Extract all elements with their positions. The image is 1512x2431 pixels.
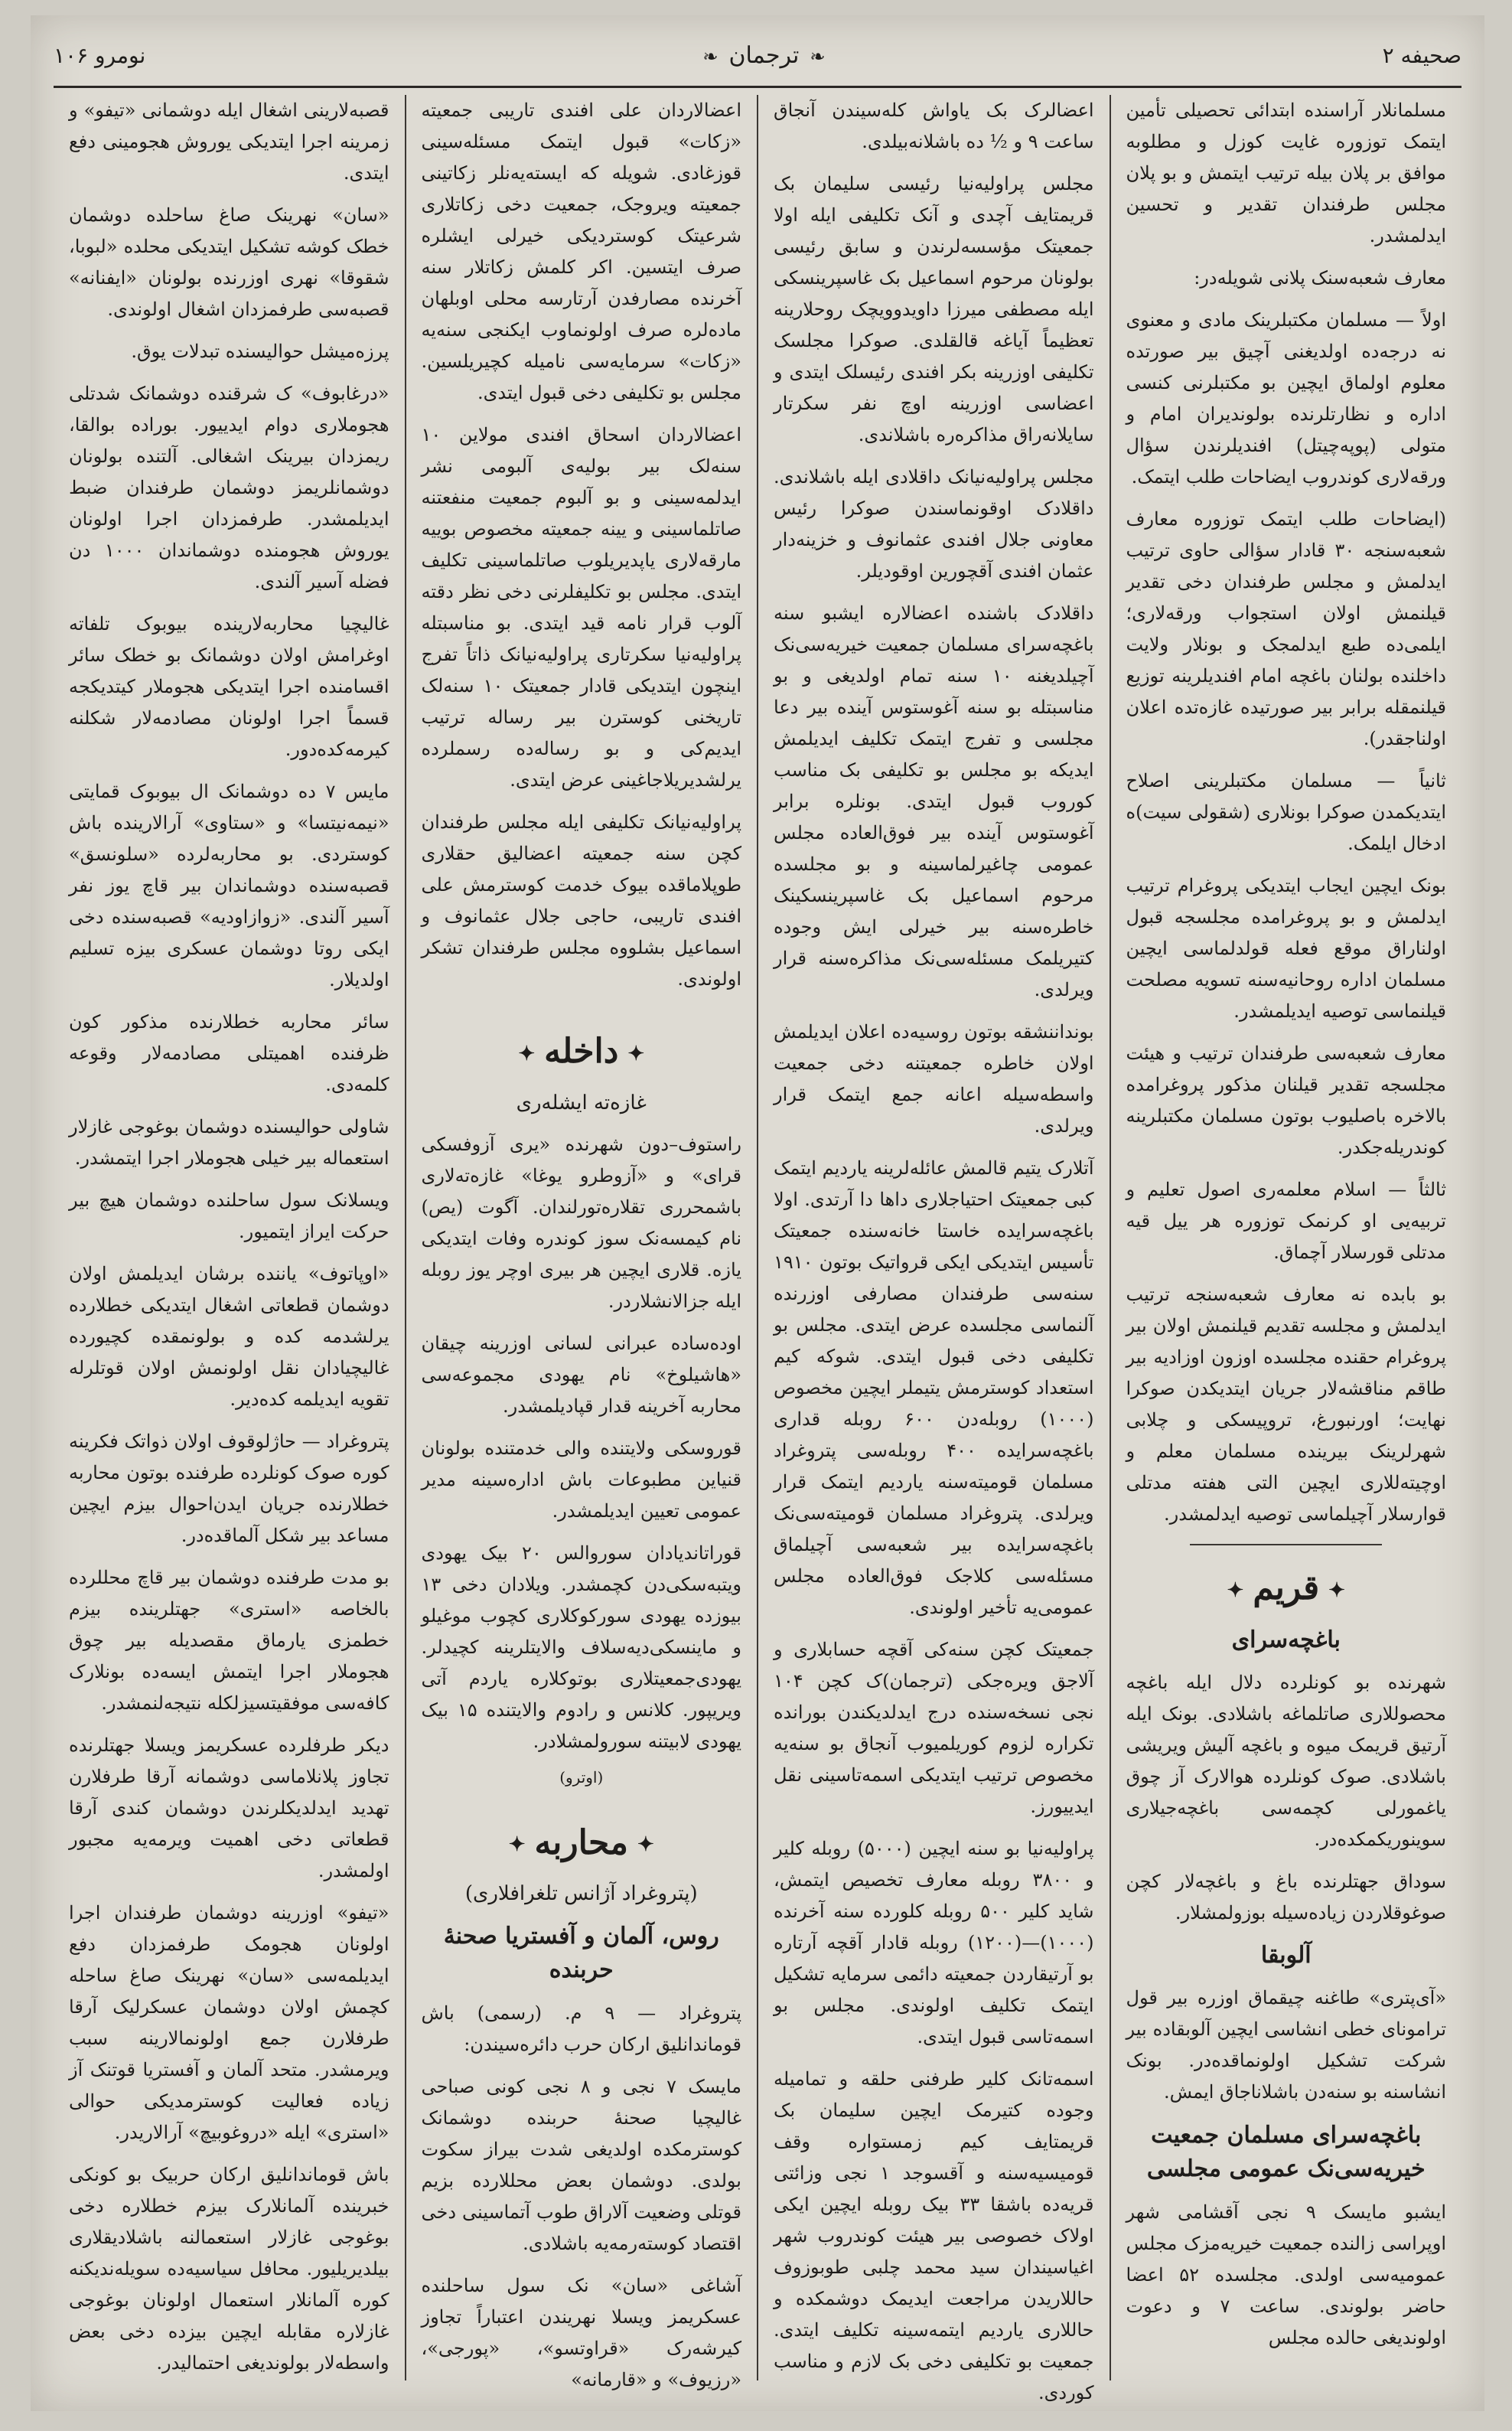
article-paragraph: شاولی حوالیسنده دوشمان بوغوجی غازلار استعماله بیر خیلی هجوملار اجرا ایتمشدر. xyxy=(69,1116,389,1169)
article-paragraph: سائر محاربه خطلارنده مذکور کون ظرفنده اهمیتلی مصادمه‌لار وقوعه کلمه‌دی. xyxy=(69,1011,389,1095)
column-4 xyxy=(54,95,405,2380)
article-paragraph: مجلس پراولیه‌نیا رئیسی سلیمان بک قریمتایف آچدی و آنک تکلیفی ایله اولا جمعیتک مؤسسه‌لرندن و سابق رئیسی بولونان مرحوم اسماعیل بک غاسپرینسکی ایله مصطفی میرزا داویدوویچک روحلارینه تعظیماً آیاغه قالقلدی. صوکرا مجلسک تکلیفی اوزرینه بکر افندی رئیسلک ایتدی و اعضاسی اوزرینه اوچ نفر سکرتار سایلانه‌راق مذاکره‌ره باشلاندی. xyxy=(774,173,1094,445)
section-title-crimea: ✦ قریم ✦ xyxy=(1126,1559,1447,1614)
article-paragraph: قوروسکی ولایتنده والی خدمتنده بولونان قنیاین مطبوعات باش اداره‌سینه مدیر عمومی تعیین ایدیلمشدر. xyxy=(421,1437,741,1522)
article-paragraph: مجلس پراولیه‌نیانک داقلادی ایله باشلاندی. داقلادک اوقونماسندن صوکرا رئیس معاونی جلال افندی عثمانوف و خزینه‌دار عثمان افندی آقچورین اوقودیلر. xyxy=(774,466,1094,582)
article-paragraph: مایسک ۷ نجی و ۸ نجی کونی صباحی غالیچیا صحنهٔ حربنده دوشمانک کوسترمکده اولدیغی شدت بیراز سکوت بولدی. دوشمان بعض محللارده بزیم قوتلی وضعیت آلاراق طوب آتماسینی دخی اقتصاد کوسته‌رمه‌یه باشلادی. xyxy=(421,2076,742,2254)
article-paragraph: ایشبو مایسک ۹ نجی آقشامی شهر اوپراسی زالنده جمعیت خیریه‌مزک مجلس عمومیه‌سی اولدی. مجلسده ۵۲ اعضا حاضر بولوندی. ساعت ۷ و دعوت اولوندیغی حالده مجلس xyxy=(1126,2201,1446,2348)
issue-number-label: نومرو ۱۰۶ xyxy=(54,42,146,68)
article-paragraph: مایس ۷ ده دوشمانک ال بیوبوک قمایتی «نیمه‌نیتسا» و «ستاوی» آرالارینده باش کوستردی. بو محاربه‌لرده «سلونسق» قصبه‌سنده دوشماندان بیر قاچ یوز نفر آسیر آلندی. «زوازاودیه» قصبه‌سنده دخی ایکی روتا دوشمان عسکری بیزه تسلیم اولدیلار. xyxy=(69,781,389,990)
article-paragraph: پرزه‌میشل حوالیسنده تبدلات یوق. xyxy=(131,341,389,362)
article-paragraph: معارف شعبه‌سنک پلانی شویله‌در: xyxy=(1194,267,1446,289)
article-paragraph: مسلمانلار آراسنده ابتدائی تحصیلی تأمین ایتمک توزوره غایت کوزل و مطلوبه موافق بر پلان بیله ترتیب ایتمش و بو پلان مجلس طرفندان تقدیر و تحسین ایدلمشدر. xyxy=(1126,100,1446,246)
town-heading: باغچه‌سرای xyxy=(1231,1626,1341,1653)
article-paragraph: دیکر طرفلرده عسکریمز ویسلا جهتلرنده تجاوز پلانلاماسی دوشمانه آرقا طرفلارن تهدید ایدلدیکلرندن دوشمان کندی آرقا قطعاتی دخی اهمیت ویرمه‌یه مجبور اولمشدر. xyxy=(69,1734,389,1881)
page-number-label: صحیفه ۲ xyxy=(1382,42,1461,68)
article-paragraph: اعضالاردان علی افندی تاریبی جمعیته «زکات» قبول ایتمک مسئله‌سینی قوزغادی. شویله که ایسته‌یه‌نلر زکاتینی جمعیته ویروجک، جمعیت دخی زکاتلاری شرعیتک کوستردیکی خیرلی ایشلره صرف ایتسین. اکر کلمش زکاتلار سنه آخرنده مصارفدن آرتارسه محلی اوبلهان ماده‌لره صرف اولونماوب ایکنجی سنه‌یه «زکات» سرمایه‌سی نامیله کچیریلسین. مجلس بو تکلیفی دخی قبول ایتدی. xyxy=(421,100,741,403)
column-2 xyxy=(757,95,1110,2403)
column-3 xyxy=(405,95,758,2390)
article-paragraph: پتروغراد — حاژلوقوف اولان ذواتک فکرینه کوره صوک کونلرده طرفنده بوتون محاربه خطلارنده جریان ایدن‌احوال بیزم ایچین مساعد بیر شکل آلماقده‌در. xyxy=(69,1431,389,1546)
article-paragraph: «درغابوف» ک شرقنده دوشمانک شدتلی هجوملاری دوام ایدییور. بوراده بوالقا، ریمزدان بیرینک اشغالی. آلتنده بولونان دوشمانلریمز دوشمان طرفندان ضبط ایدیلمشدر. طرفمزدان اجرا اولونان یوروش هجومنده دوشماندان ۱۰۰۰ دن فضله آسیر آلندی. xyxy=(69,383,389,592)
masthead-title: ❧ ترجمان ❧ xyxy=(692,42,836,69)
article-paragraph: راستوف–دون شهرنده «یری آزوفسکی قرای» و «آزوطرو یوغا» غازه‌ته‌لاری باشمحرری تقلاره‌تورلندان. آگوت (یص) نام کیمسه‌نک سوز کوندره وفات ایتدیکی یازه. قلاری ایچین هر بیری اوچر یوز روبله ایله جزا‌لانشلاردر. xyxy=(421,1133,741,1312)
page-header xyxy=(54,32,1461,78)
article-paragraph: جمعیتک کچن سنه‌کی آقچه حسابلاری و آلاجق ویره‌جکی (ترجمان)ک کچن ۱۰۴ نجی نسخه‌سنده درج ایدلدیکندن بورانده تکراره لزوم کوریلمیوب آنجاق بو سنه‌یه مخصوص ترتیب ایتدیکی اسمه‌تاسینی نقل ایدییورز. xyxy=(774,1639,1094,1817)
article-paragraph: باش قوماندانلیق ارکان حربیک بو کونکی خبرینده آلمانلارک بیزم خطلاره دخی بوغوجی غازلار استعمالنه باشلادیقلاری بیلدیریلیور. محافل سیاسیه‌ده سویله‌ندیکنه کوره آلمانلار استعمال اولونان بوغوجی غازلاره مقابله ایچین بیزده دخی بعض واسطه‌لار بولوندیغی احتمالیدر. xyxy=(69,2164,389,2374)
section-divider xyxy=(1190,1544,1382,1545)
newspaper-page xyxy=(31,15,1484,2411)
section-subtitle: (پتروغراد آژانس تلغرافلاری) xyxy=(464,1882,698,1905)
article-heading: روس، آلمان و آفستریا صحنهٔ حربنده xyxy=(443,1923,719,1983)
article-paragraph: «تیفو» اوزرینه دوشمان طرفندان اجرا اولونان هجومک طرفمزدان دفع ایدیلمه‌سی «سان» نهرینک صاغ ساحله کچمش اولان دوشمان عسکرلیک آرقا طرفلارن جمع اولونمالارینه سبب ویرمشدر. متحد آلمان و آفستریا قوتنک آز زیاده فعالیت کوسترمدیکی حوالی «استری» ایله «دروغوبیچ» آرالاریدر. xyxy=(69,1902,389,2143)
article-paragraph: (ایضاحات طلب ایتمک توزوره معارف شعبه‌سنجه ۳۰ قادار سؤالی حاوی ترتیب ایدلمش و مجلس طرفندان دخی تقدیر قیلنمش اولان استجواب ورقه‌لاری؛ ایلمی‌ده طبع ایدلمجک و بونلار ولایت داخلنده بولنان باغچه امام افندیلرینه توزیع قیلنمقله برابر بیر صورتیده غازه‌تده اعلان اولناجقدر). xyxy=(1126,508,1446,749)
article-paragraph: بو بابده نه معارف شعبه‌سنجه ترتیب ایدلمش و مجلسه تقدیم قیلنمش اولان بیر پروغرام حقنده مجلسده اوزون اوزادیه بیر طاقم مناقشه‌لار جریان ایتدیکدن صوکرا نهایت؛ اورنبورغ، تروپیسکی و چلابی شهرلرینک بیرینده مسلمان معلم و اوچیته‌للاری ایچین التی هفته مدتلی قوارسلار آچیلماسی توصیه ایدلمشدر. xyxy=(1126,1284,1446,1525)
article-paragraph: قصبه‌لارینی اشغال ایله دوشمانی «تیفو» و زمرینه اجرا ایتدیکی یوروش هجومینی دفع ایتدی. xyxy=(69,100,389,184)
article-paragraph: اسمه‌تانک کلیر طرفنی حلقه و تمامیله وجوده کتیرمک ایچین سلیمان بک قریمتایف کیم زمستواره وقف قومیسیه‌سنه و آقسوجد ۱ نجی وزائتی قریه‌ده باشقا ۳۳ بیک روبله ایچین ایکی اولاک خصوصی بیر هیئت کوندروب شهر اغیاسیندان سید محمد چلبی طوبوزوف حاللاریدن مراجعت ایدیمک دوشمکده و حاللاری یاردیم ایتمه‌سینه تکلیف ایتدی. جمعیت بو تکلیفی دخی بک لازم و مناسب کوردی. xyxy=(774,2068,1094,2403)
article-paragraph: غالیچیا محاربه‌لارینده بیوبوک تلفاته اوغرامش اولان دوشمانک بو خطک سائر اقسامنده اجرا ایتدیکی هجوملار کیتدیکجه قسماً اجرا اولونان مصادمه‌لار شکلنه کیرمه‌کده‌دور. xyxy=(69,613,389,760)
article-paragraph: اوده‌ساده عبرانی لسانی اوزرینه چیقان «هاشیلوخ» نام یهودی مجموعه‌سی محاربه آخرینه قدار قپادیلمشدر. xyxy=(421,1332,741,1417)
article-paragraph: بو مدت طرفنده دوشمان بیر قاچ محللرده بالخاصه «استری» جهتلرینده بیزم خطمزی یارماق مقصدیله بیر چوق هجوملار اجرا ایتمش ایسه‌ده بونلارک کافه‌سی موفقیتسیزلکله نتیجه‌لنمشدر. xyxy=(69,1567,389,1714)
section-subtitle: غازه‌ته ایشله‌ری xyxy=(516,1091,647,1114)
article-paragraph: ثانیاً — مسلمان مکتبلرینی اصلاح ایتدیکمدن صوکرا بونلاری (شقولی سیت)ه ادخال ایلمک. xyxy=(1126,770,1446,854)
article-paragraph: داقلادک باشنده اعضالاره ایشبو سنه باغچه‌سرای مسلمان جمعیت خیریه‌سی‌نک آچیلدیغنه ۱۰ سنه تمام اولدیغی و بو مناسبتله بو سنه آغوستوس آینده بیر دعا مجلسی و تفرج ایتمک تکلیف ایدیلمش ایدیکه بو مجلس بو تکلیفی بک مناسب کوروب قبول ایتدی. بونلره برابر آغوستوس آینده بیر فوق‌العاده مجلس عمومی چاغیرلماسینه و بو مجلسده مرحوم اسماعیل بک غاسپرینسکینک خاطره‌سنه بیر خیرلی ایش وجوده کتیریلمک مسئله‌سی‌نک مذاکره‌سنه قرار ویرلدی. xyxy=(774,602,1094,1000)
article-paragraph: ویسلانک سول ساحلنده دوشمان هیچ بیر حرکت ایراز ایتمیور. xyxy=(69,1189,389,1242)
continuation-note: (اوترو) xyxy=(559,1767,604,1787)
article-paragraph: سوداق جهتلرنده باغ و باغچه‌لار کچن صوغوقلاردن زیاده‌سیله بوزولمشلار. xyxy=(1126,1870,1446,1924)
header-rule xyxy=(54,86,1461,88)
columns xyxy=(54,95,1461,2403)
article-paragraph: «آی‌پتری» طاغنه چیقماق اوزره بیر قول ترامونای خطی انشاسی ایچین آلوبقاده بیر شرکت تشکیل اولونماقده‌در. بونک انشاسنه بو سنه‌دن باشلاناجاق ایمش. xyxy=(1126,1986,1446,2103)
column-1 xyxy=(1110,95,1462,2380)
article-paragraph: آتلارک یتیم قالمش عائله‌لرینه یاردیم ایتمک کبی جمعیتک احتیاجلاری داها دا آرتدی. اولا باغچه‌سرایده خاستا خانه‌سنده جمعیتک تأسیس ایتدیکی ایکی قرواتیک بوتون ۱۹۱۰ سنه‌سی طرفندان مصارفی اوزرنده آلنماسی مجلسده عرض ایتدی. مجلس بو تکلیفی دخی قبول ایتدی. شوکه کیم استعداد کوسترمش یتیملر ایچین مخصوص (۱۰۰۰) روبله‌دن ۶۰۰ روبله قداری باغچه‌سرایده ۴۰۰ روبله‌سی پتروغراد مسلمان قومیته‌سنه یاردیم ایتمک قرار ویرلدی. پتروغراد مسلمان قومیته‌سی‌نک باغچه‌سرایده بیر شعبه‌سی آچیلماق مسئله‌سی کلاجک فوق‌العاده مجلس عمومی‌یه تأخیر اولوندی. xyxy=(774,1157,1094,1618)
article-paragraph: شهرنده بو کونلرده دلال ایله باغچه محصوللاری صاتلماغه باشلادی. بونک ایله آرتیق قریمک میوه و باغچه آلیش ویریشی باشلادی. صوک کونلرده هوالارک آز چوق یاغمورلی کچمه‌سی باغچه‌جیلاری سوینوریکمکده‌در. xyxy=(1126,1671,1446,1850)
article-heading: باغچه‌سرای مسلمان جمعیت خیریه‌سی‌نک عمومی مجلسی xyxy=(1146,2121,1426,2182)
article-paragraph: «سان» نهرینک صاغ ساحلده دوشمان خطک کوشه تشکیل ایتدیکی محلده «لبوبا، شقوقا» نهری اوزرنده بولونان «ایفنانه» قصبه‌سی طرفمزدان اشغال اولوندی. xyxy=(69,204,389,320)
article-paragraph: پراولیه‌نیا بو سنه ایچین (۵۰۰۰) روبله کلیر و ۳۸۰۰ روبله معارف تخصیص ایتمش، شاید کلیر ۵۰۰ روبله کلورده سنه آخرنده (۱۰۰۰)—(۱۲۰۰) روبله قادار آقچه آرتاره بو آرتیقاردن جمعیته دائمی سرمایه تشکیل ایتمک تکلیف اولوندی. مجلس بو اسمه‌تاسی قبول ایتدی. xyxy=(774,1838,1094,2048)
article-paragraph: معارف شعبه‌سی طرفندان ترتیب و هیئت مجلسجه تقدیر قیلنان مذکور پروغرامده بالاخره باصلیوب بوتون مسلمان مکتبلرینه کوندریله‌جکدر. xyxy=(1126,1043,1446,1158)
article-paragraph: اعضالاردان اسحاق افندی مولاین ۱۰ سنه‌لک بیر بولیه‌ی آلبومی نشر ایدلمه‌سینی و بو آلبوم جمعیت منفعتنه صاتلماسینی و یینه جمعیته مخصوص بوییه مارقه‌لاری یاپدیریلوب صاتلماسینی تکلیف ایتدی. مجلس بو تکلیفلرنی دخی نظر دقته آلوب قرار نامه قید ایتدی. بو مناسبتله پراولیه‌نیا سکرتاری پراولیه‌نیانک ذاتاً تفرج اینچون ایتدیکی قادار جمعیتک ۱۰ سنه‌لک تاریخنی کوسترن بیر رساله ترتیب ایدیم‌کی و بو رساله‌ده رسملرده یرلشدیریلاجاغینی عرض ایتدی. xyxy=(421,424,741,791)
town-heading: آلوبقا xyxy=(1260,1941,1312,1969)
article-paragraph: اعضالرک بک یاواش کله‌سیندن آنجاق ساعت ۹ و ½ ده باشلانه‌بیلدی. xyxy=(774,100,1094,152)
article-paragraph: اولاً — مسلمان مکتبلرینک مادی و معنوی نه درجه‌ده اولدیغنی آچیق بیر صورتده معلوم اولماق ایچین بو مکتبلرنی کنسی اداره و نظارتلرنده بولوندیران امام و متولی (پوپه‌چیتل) افندیلرندن سؤال ورقه‌لاری کوندروب ایضاحات طلب ایتمک. xyxy=(1126,309,1446,488)
section-title-war: ✦ محاربه ✦ xyxy=(422,1814,742,1868)
article-paragraph: بونک ایچین ایجاب ایتدیکی پروغرام ترتیب ایدلمش و بو پروغرامده مجلسجه قبول اولناراق موقع فعله قولدلماسی ایچین مسلمان اداره روحانیه‌سنه تسویه مصلحت قیلنماسی توصیه ایدیلمشدر. xyxy=(1126,875,1446,1022)
article-paragraph: پراولیه‌نیانک تکلیفی ایله مجلس طرفندان کچن سنه جمعیته اعضالیق حقلاری طوپلاماقده بیوک خدمت کوسترمش علی افندی تاریبی، حاجی جلال عثمانوف و اسماعیل بشلووه مجلس طرفندان تشکر اولوندی. xyxy=(421,811,741,990)
article-paragraph: «اوپاتوف» یاننده برشان ایدیلمش اولان دوشمان قطعاتی اشغال ایتدیکی خطلارده یرلشدمه کده و بولونمقده کچیورده غالیچیادان نقل اولونمش اولان قوتلرله تقویه ایدیلمه کده‌دیر. xyxy=(69,1263,389,1410)
article-paragraph: آشاغی «سان» نک سول ساحلنده عسکریمز ویسلا نهریندن اعتباراً تجاوز کیرشه‌رک «قراوتسو»، «پورجی»، «رزیوف» و «قارمانه» xyxy=(421,2275,741,2390)
article-paragraph: پتروغراد — ۹ م. (رسمی) باش قوماندانلیق ارکان حرب دائره‌سیندن: xyxy=(421,2002,741,2055)
article-paragraph: ثالثاً — اسلام معلمه‌ری اصول تعلیم و تربیه‌یی او کرنمک توزوره هر ییل قیه مدتلی قورسلار آچماق. xyxy=(1126,1179,1446,1263)
article-paragraph: بونداننشقه بوتون روسیه‌ده اعلان ایدیلمش اولان خاطره جمعیتنه دخی جمعیت واسطه‌سیله اعانه جمع ایتمک قرار ویرلدی. xyxy=(774,1021,1094,1137)
article-paragraph: قوراتاندیادان سوروالس ۲۰ بیک یهودی ویتبه‌سکی‌دن کچمشدر. ویلادان دخی ۱۳ بیوزده یهودی سورکوکلاری کچوب موغیلو و ماینسکی‌دیه‌سلاف والایتلرینه کچیدلر. یهودی‌جمعیتلاری بوتوکلاره یاردم آتی ویریپور. کلانس و رادوم والایتنده ۱۵ بیک یهودی لابیتنه سورولمشلادر. xyxy=(421,1542,742,1752)
section-title-domestic: ✦ داخله ✦ xyxy=(422,1023,742,1077)
